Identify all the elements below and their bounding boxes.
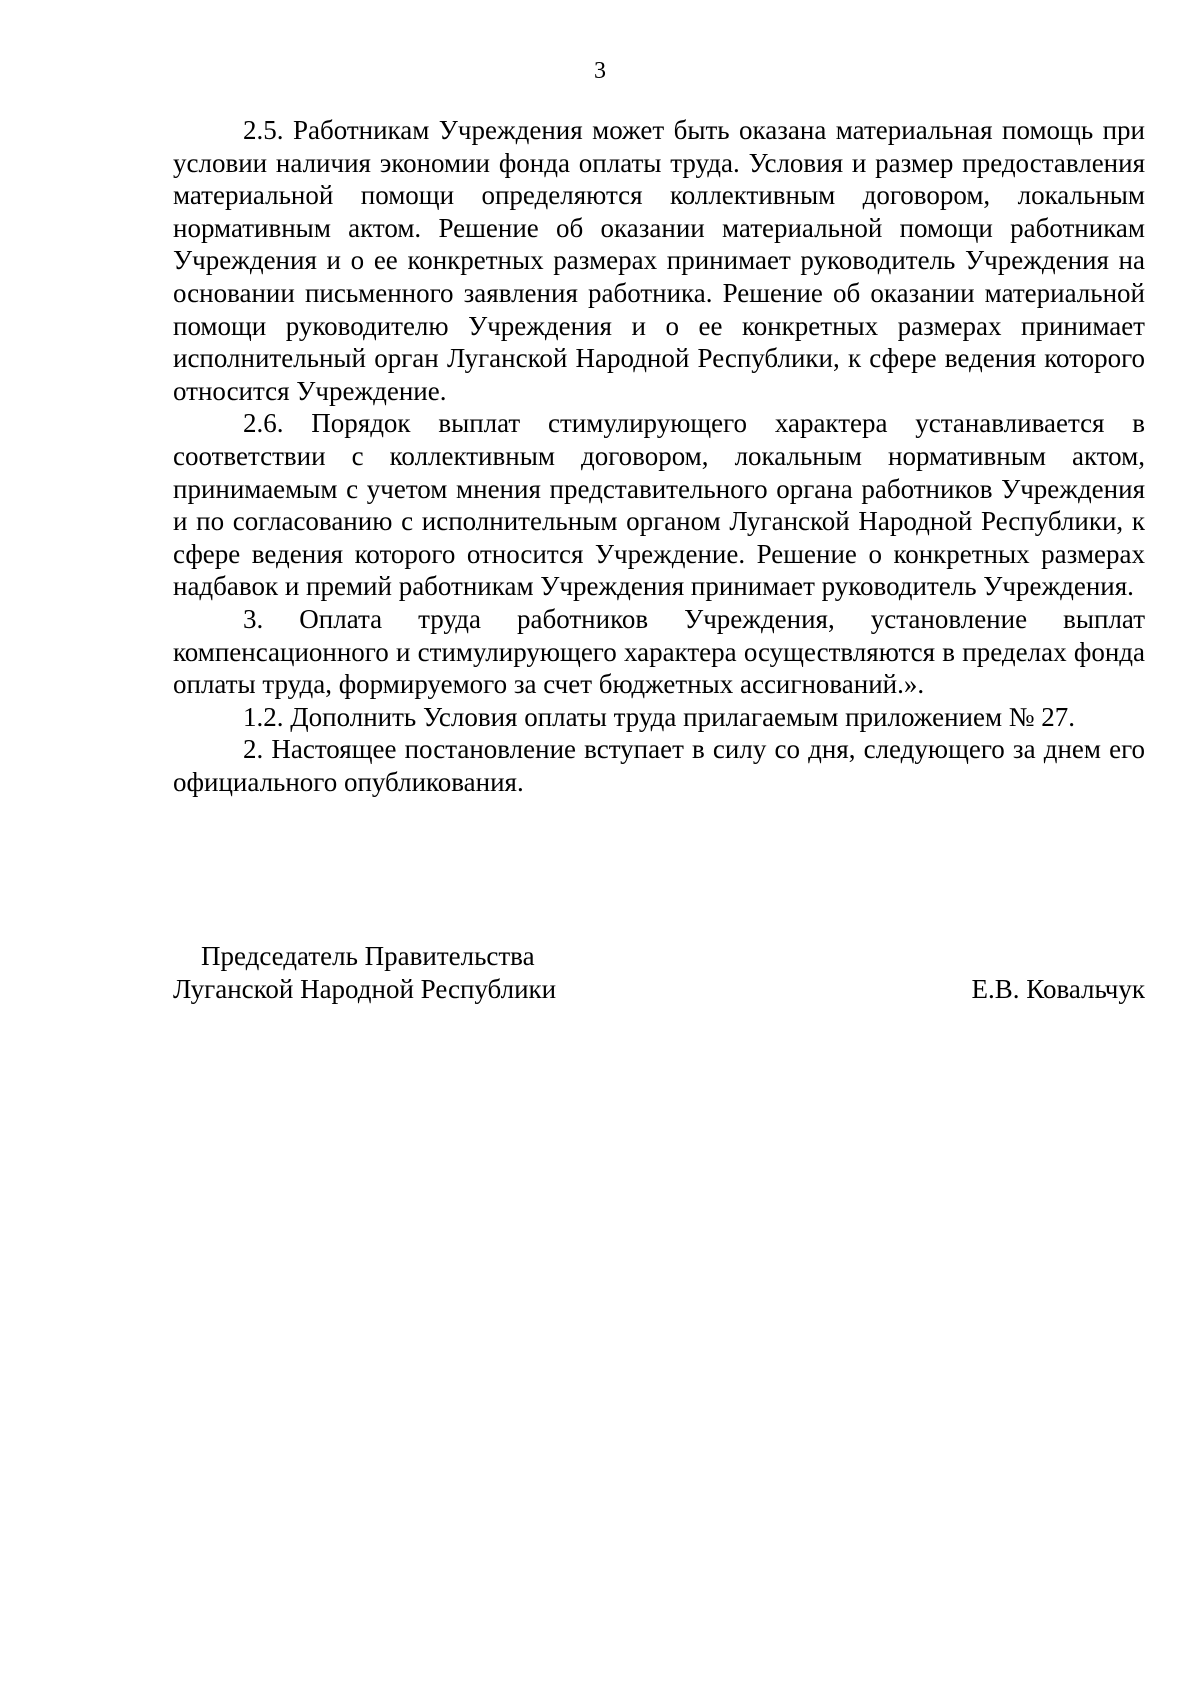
signatory-title-line1: Председатель Правительства [201,941,535,971]
paragraph-2: 2. Настоящее постановление вступает в силу со дня, следующего за днем его официального опубликования. [173,734,1145,797]
paragraph-2-6: 2.6. Порядок выплат стимулирующего характера устанавливается в соответствии с коллективным договором, локальным нормативным актом, принимаемым с учетом мнения представительного органа работников Учреждения и по согласованию с исполнительным органом Луганской Народной Республики, к сфере ведения которого относится Учреждение. Решение о конкретных размерах надбавок и премий работникам Учреждения принимает руководитель Учреждения. [173,408,1145,602]
signature-row [173,973,1145,1006]
signatory-title-line2: Луганской Народной Республики [173,974,557,1004]
document-body [173,114,1145,798]
signatory-name: Е.В. Ковальчук [971,974,1145,1004]
page-number: 3 [594,58,606,84]
paragraph-3: 3. Оплата труда работников Учреждения, установление выплат компенсационного и стимулирующего характера осуществляются в пределах фонда оплаты труда, формируемого за счет бюджетных ассигнований.». [173,603,1145,700]
signature-block [173,940,1145,1006]
paragraph-2-5: 2.5. Работникам Учреждения может быть оказана материальная помощь при условии наличия экономии фонда оплаты труда. Условия и размер предоставления материальной помощи определяются коллективным договором, локальным нормативным актом. Решение об оказании материальной помощи работникам Учреждения и о ее конкретных размерах принимает руководитель Учреждения на основании письменного заявления работника. Решение об оказании материальной помощи руководителю Учреждения и о ее конкретных размерах принимает исполнительный орган Луганской Народной Республики, к сфере ведения которого относится Учреждение. [173,115,1145,406]
paragraph-1-2: 1.2. Дополнить Условия оплаты труда прилагаемым приложением № 27. [243,701,1076,732]
